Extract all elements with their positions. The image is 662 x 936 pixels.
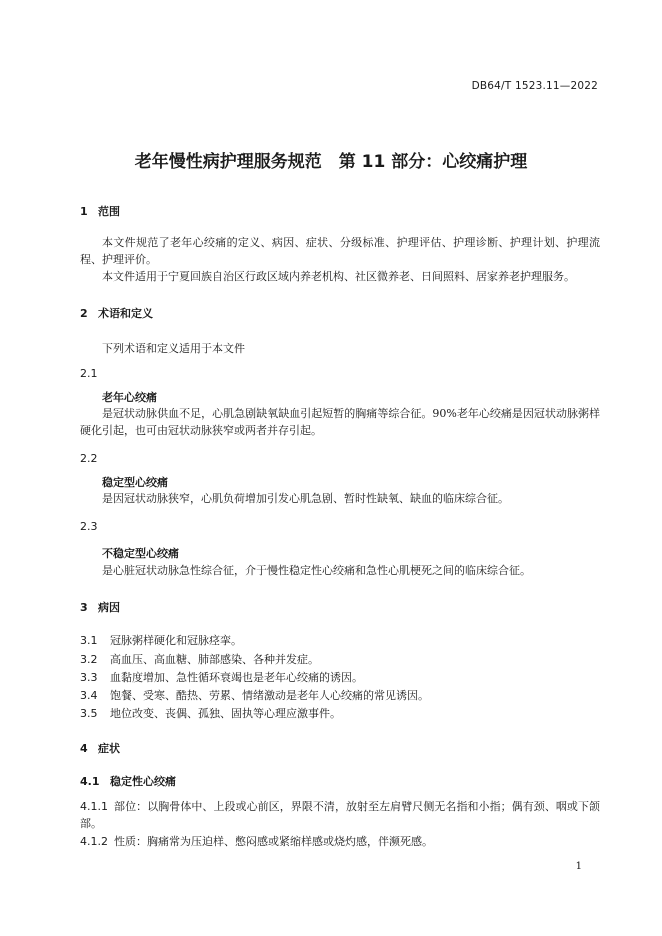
section-heading-terms [80, 305, 153, 321]
section-number: 1 [80, 205, 88, 218]
subsection-heading-stable-angina [80, 773, 176, 789]
list-item: 3.5 地位改变、丧偶、孤独、固执等心理应激事件。 [80, 707, 341, 720]
subsection-number: 4.1 [80, 775, 100, 788]
term-definition: 是心脏冠状动脉急性综合征，介于慢性稳定性心绞痛和急性心肌梗死之间的临床综合征。 [102, 564, 531, 577]
subsection-title: 稳定性心绞痛 [110, 775, 176, 788]
section-title: 病因 [98, 601, 120, 614]
section-number: 2 [80, 307, 88, 320]
term-name: 稳定型心绞痛 [102, 476, 168, 489]
term-definition: 是冠状动脉供血不足，心肌急剧缺氧缺血引起短暂的胸痛等综合征。90%老年心绞痛是因冠状动脉粥样硬化引起，也可由冠状动脉狭窄或两者并存引起。 [80, 407, 600, 437]
section-title: 范围 [98, 205, 120, 218]
section-title: 术语和定义 [98, 307, 153, 320]
scope-paragraph-2: 本文件适用于宁夏回族自治区行政区域内养老机构、社区微养老、日间照料、居家养老护理服务。 [102, 270, 575, 283]
section-heading-symptoms [80, 740, 120, 756]
section-number: 4 [80, 742, 88, 755]
section-heading-causes [80, 599, 120, 615]
list-item: 3.3 血黏度增加、急性循环衰竭也是老年心绞痛的诱因。 [80, 671, 363, 684]
list-item: 4.1.2 性质：胸痛常为压迫样、憋闷感或紧缩样感或烧灼感，伴濒死感。 [80, 835, 433, 848]
list-item: 3.4 饱餐、受寒、酷热、劳累、情绪激动是老年人心绞痛的常见诱因。 [80, 689, 429, 702]
term-name: 不稳定型心绞痛 [102, 547, 179, 560]
list-item: 3.1 冠脉粥样硬化和冠脉痉挛。 [80, 634, 242, 647]
page-number: 1 [575, 861, 582, 872]
list-item: 4.1.1 部位：以胸骨体中、上段或心前区，界限不清，放射至左肩臂尺侧无名指和小指；偶有颈、咽或下颌部。 [80, 800, 600, 830]
document-number: DB64/T 1523.11—2022 [471, 80, 598, 92]
term-number: 2.3 [80, 520, 98, 533]
section-title: 症状 [98, 742, 120, 755]
list-item: 3.2 高血压、高血糖、肺部感染、各种并发症。 [80, 653, 319, 666]
term-name: 老年心绞痛 [102, 391, 157, 404]
term-number: 2.2 [80, 452, 98, 465]
term-definition: 是因冠状动脉狭窄，心肌负荷增加引发心肌急剧、暂时性缺氧、缺血的临床综合征。 [102, 492, 509, 505]
terms-intro: 下列术语和定义适用于本文件 [102, 342, 245, 355]
document-title: 老年慢性病护理服务规范 第 11 部分：心绞痛护理 [134, 152, 528, 172]
scope-paragraph-1: 本文件规范了老年心绞痛的定义、病因、症状、分级标准、护理评估、护理诊断、护理计划、护理流程、护理评价。 [80, 236, 600, 266]
section-heading-scope [80, 203, 120, 219]
section-number: 3 [80, 601, 88, 614]
term-number: 2.1 [80, 367, 98, 380]
